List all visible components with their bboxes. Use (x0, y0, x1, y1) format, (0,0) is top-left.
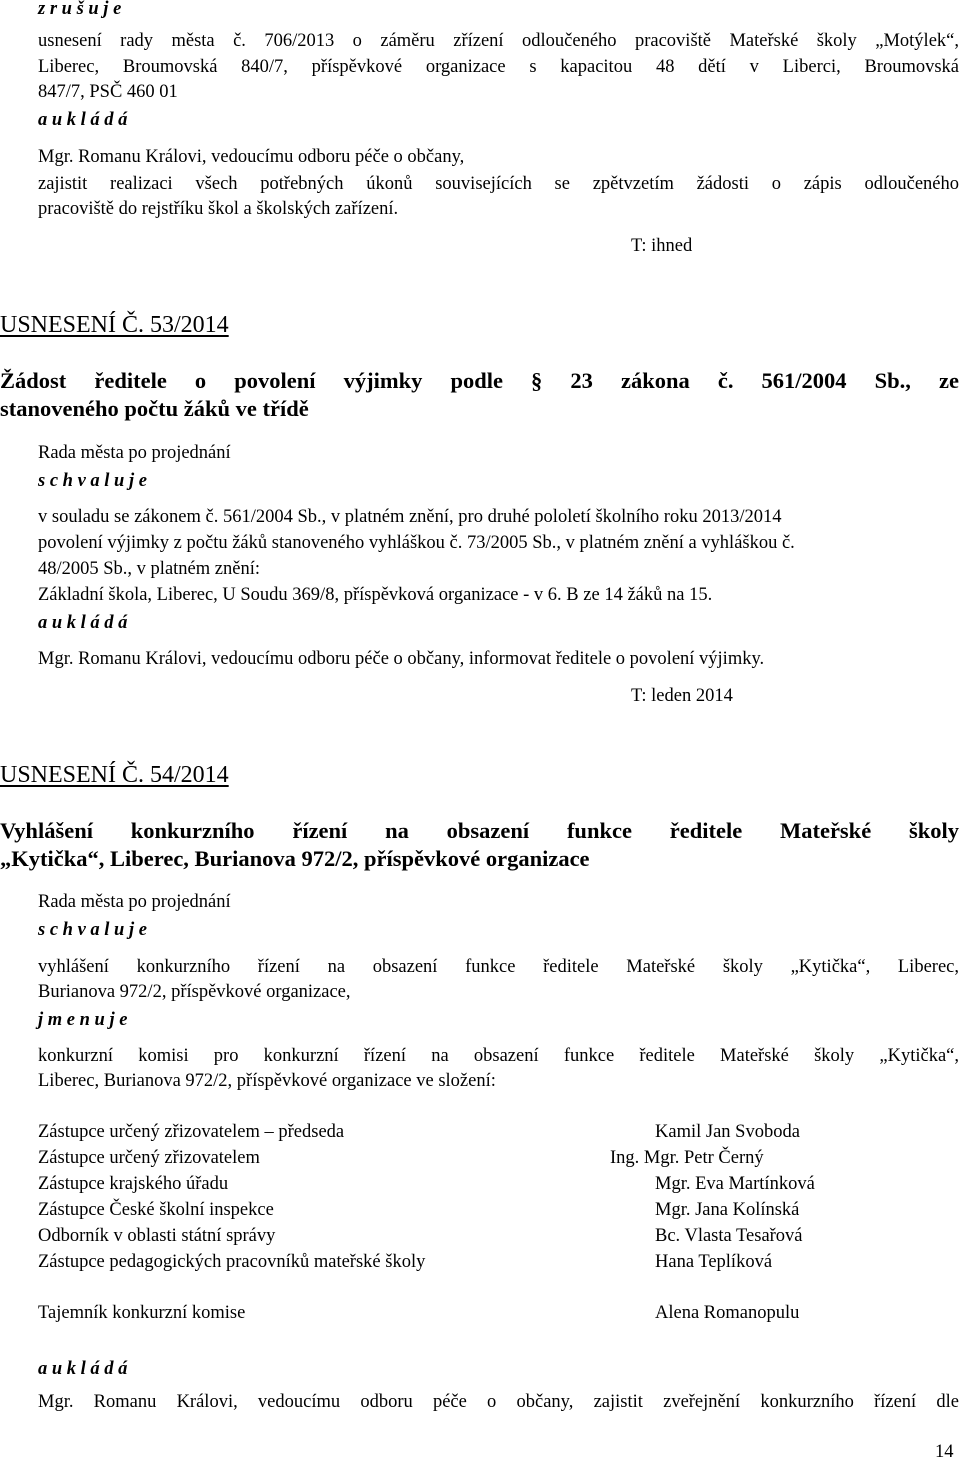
member-name: Mgr. Jana Kolínská (655, 1200, 800, 1220)
resolution-title-line: Žádost ředitele o povolení výjimky podle § 23 zákona č. 561/2004 Sb., ze (0, 368, 959, 393)
body-text-line: konkurzní komisi pro konkurzní řízení na obsazení funkce ředitele Mateřské školy „Kytička“, (38, 1046, 959, 1066)
resolution-heading: USNESENÍ Č. 54/2014 (0, 762, 229, 788)
resolution-text-line: 847/7, PSČ 460 01 (38, 82, 178, 102)
resolution-title-line: Vyhlášení konkurzního řízení na obsazení funkce ředitele Mateřské školy (0, 818, 959, 843)
resolution-title-line: „Kytička“, Liberec, Burianova 972/2, příspěvkové organizace (0, 846, 590, 871)
verb-uklada: a u k l á d á (38, 110, 128, 130)
page-number: 14 (935, 1442, 954, 1462)
member-name: Ing. Mgr. Petr Černý (610, 1148, 764, 1168)
member-name: Bc. Vlasta Tesařová (655, 1226, 803, 1246)
body-text-line: v souladu se zákonem č. 561/2004 Sb., v platném znění, pro druhé pololetí školního roku 2013/2014 (38, 507, 782, 527)
verb-schvaluje: s c h v a l u j e (38, 471, 147, 491)
deadline: T: ihned (631, 236, 693, 256)
verb-jmenuje: j m e n u j e (38, 1010, 128, 1030)
member-role: Zástupce určený zřizovatelem (38, 1148, 260, 1168)
intro-text: Rada města po projednání (38, 892, 231, 912)
member-role: Odborník v oblasti státní správy (38, 1226, 276, 1246)
body-text-line: 48/2005 Sb., v platném znění: (38, 559, 260, 579)
member-role: Zástupce pedagogických pracovníků mateřské školy (38, 1252, 426, 1272)
verb-uklada: a u k l á d á (38, 613, 128, 633)
resolution-text-line: usnesení rady města č. 706/2013 o záměru zřízení odloučeného pracoviště Mateřské školy „Motýlek“, (38, 31, 959, 51)
secretary-name: Alena Romanopulu (655, 1303, 800, 1323)
body-text-line: Základní škola, Liberec, U Soudu 369/8, příspěvková organizace - v 6. B ze 14 žáků na 15. (38, 585, 713, 605)
member-role: Zástupce České školní inspekce (38, 1200, 274, 1220)
body-text-line: Burianova 972/2, příspěvkové organizace, (38, 982, 351, 1002)
resolution-text-line: Liberec, Broumovská 840/7, příspěvkové organizace s kapacitou 48 dětí v Liberci, Broumovská (38, 57, 959, 77)
resolution-heading: USNESENÍ Č. 53/2014 (0, 312, 229, 338)
member-name: Mgr. Eva Martínková (655, 1174, 815, 1194)
member-name: Hana Teplíková (655, 1252, 773, 1272)
body-text-line: vyhlášení konkurzního řízení na obsazení funkce ředitele Mateřské školy „Kytička“, Liberec, (38, 957, 959, 977)
resolution-title-line: stanoveného počtu žáků ve třídě (0, 396, 309, 421)
body-text-line: povolení výjimky z počtu žáků stanoveného vyhláškou č. 73/2005 Sb., v platném znění a vyhláškou č. (38, 533, 795, 553)
task-text-line: Mgr. Romanu Královi, vedoucímu odboru péče o občany, zajistit zveřejnění konkurzního řízení dle (38, 1392, 959, 1412)
body-text-line: Liberec, Burianova 972/2, příspěvkové organizace ve složení: (38, 1071, 496, 1091)
verb-uklada: a u k l á d á (38, 1359, 128, 1379)
task-text-line: Mgr. Romanu Královi, vedoucímu odboru péče o občany, informovat ředitele o povolení výjimky. (38, 649, 765, 669)
deadline: T: leden 2014 (631, 686, 733, 706)
task-text-line: Mgr. Romanu Královi, vedoucímu odboru péče o občany, (38, 147, 465, 167)
member-role: Zástupce určený zřizovatelem – předseda (38, 1122, 345, 1142)
verb-schvaluje: s c h v a l u j e (38, 920, 147, 940)
task-text-line: zajistit realizaci všech potřebných úkonů souvisejících se zpětvzetím žádosti o zápis odloučeného (38, 174, 959, 194)
verb-zrusuje: z r u š u j e (38, 0, 122, 19)
task-text-line: pracoviště do rejstříku škol a školských zařízení. (38, 199, 399, 219)
intro-text: Rada města po projednání (38, 443, 231, 463)
member-role: Zástupce krajského úřadu (38, 1174, 229, 1194)
secretary-role: Tajemník konkurzní komise (38, 1303, 246, 1323)
member-name: Kamil Jan Svoboda (655, 1122, 800, 1142)
